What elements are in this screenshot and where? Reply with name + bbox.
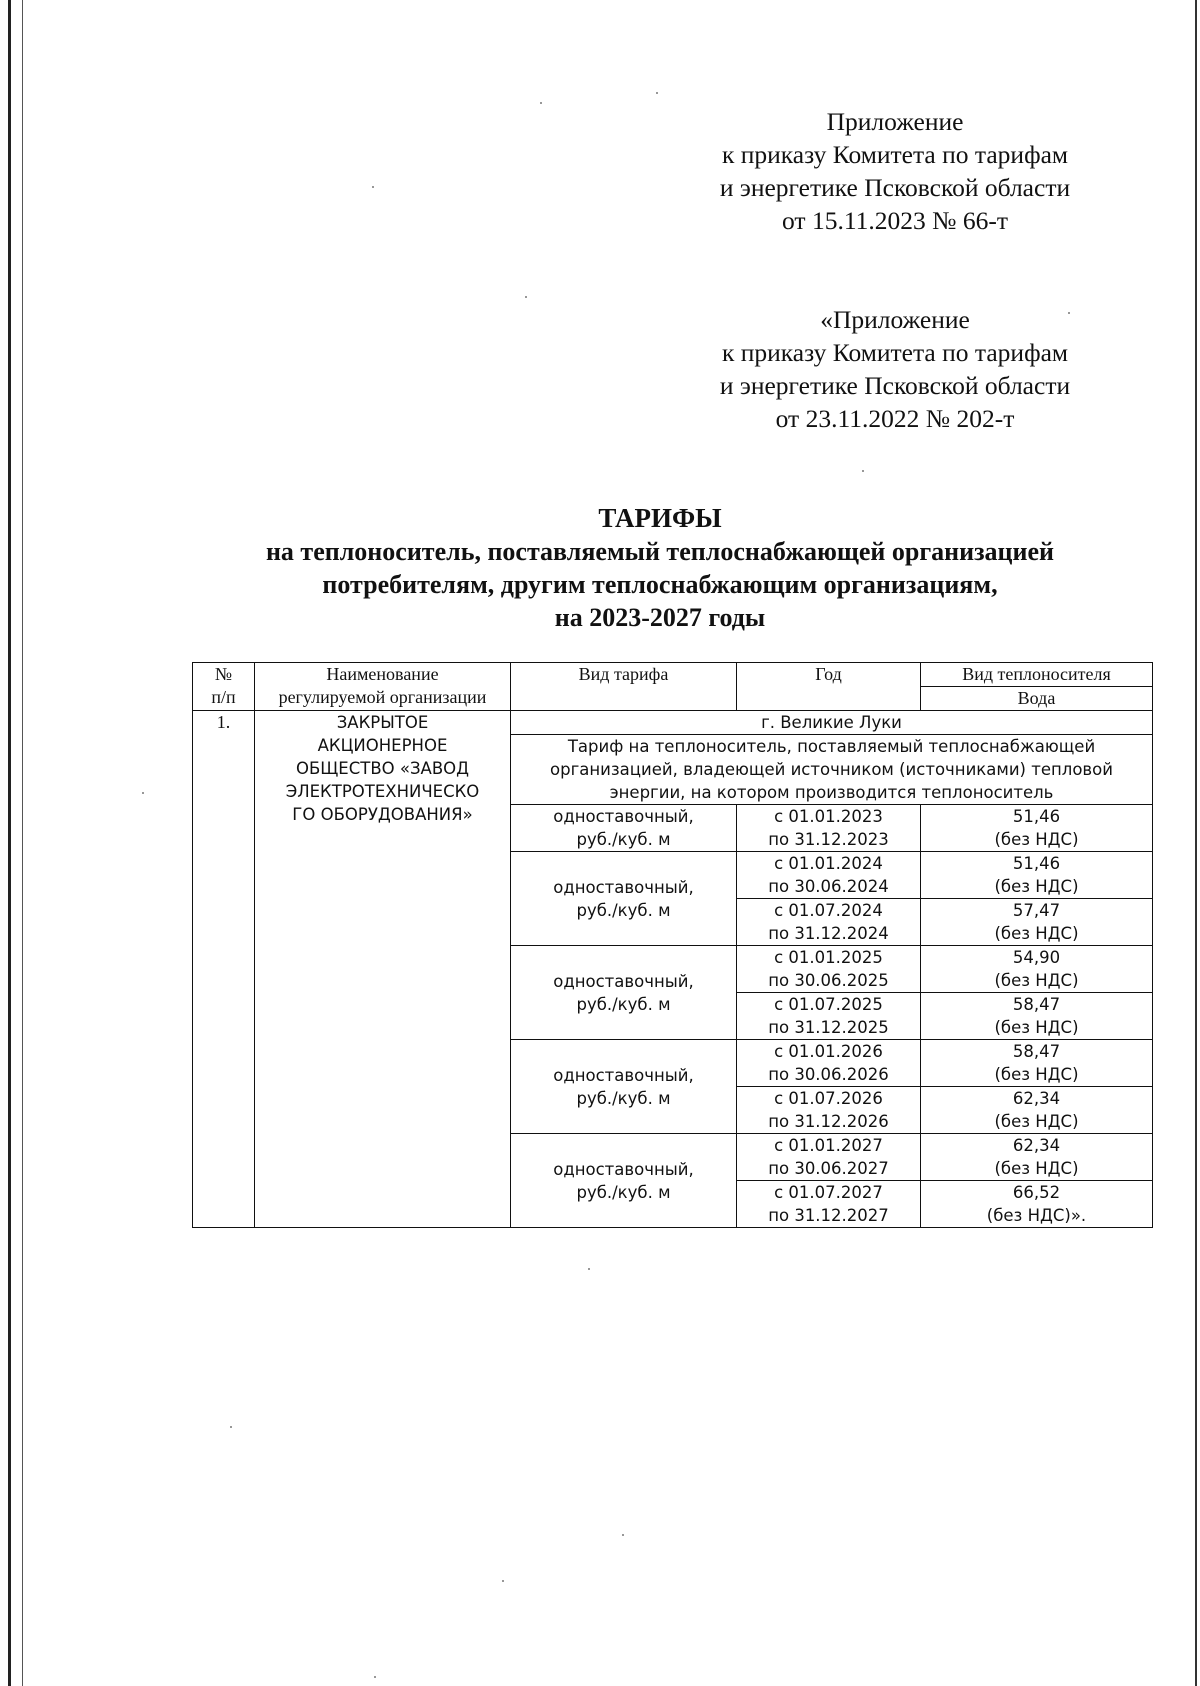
scan-speck (588, 1268, 590, 1270)
tariff-description-line2: организацией, владеющей источником (источниками) тепловой (550, 760, 1113, 779)
tariff-type-line2: руб./куб. м (576, 1182, 671, 1202)
tariff-table (192, 662, 1153, 1228)
organization-line3: ОБЩЕСТВО «ЗАВОД (295, 759, 470, 778)
tariff-value-cell (921, 993, 1153, 1040)
tariff-value-cell (921, 946, 1153, 993)
tariff-type-line2: руб./куб. м (576, 1088, 671, 1108)
appendix-previous (680, 303, 1110, 435)
tariff-value: 51,46 (1012, 807, 1061, 826)
header-number-line1: № (214, 664, 233, 684)
period-to: по 31.12.2025 (768, 1018, 889, 1037)
appendix-previous-line4: от 23.11.2022 № 202-т (775, 404, 1015, 433)
document-subtitle-line3: потребителям, другим теплоснабжающим организациям, (322, 570, 998, 599)
period-to: по 31.12.2026 (768, 1112, 889, 1131)
tariff-value-cell (921, 805, 1153, 852)
tariff-type-cell (511, 946, 737, 1040)
tariff-value: 57,47 (1012, 901, 1061, 920)
period-from: с 01.01.2023 (774, 807, 883, 826)
tariff-vat-note: (без НДС) (994, 877, 1079, 896)
period-to: по 31.12.2024 (768, 924, 889, 943)
period-cell (737, 946, 921, 993)
tariff-type-line1: одноставочный, (553, 1065, 694, 1085)
header-number (193, 663, 255, 711)
tariff-value-cell (921, 1087, 1153, 1134)
header-organization (255, 663, 511, 711)
tariff-type-line1: одноставочный, (553, 807, 694, 826)
period-from: с 01.07.2024 (774, 901, 883, 920)
period-cell (737, 1181, 921, 1228)
tariff-value: 62,34 (1012, 1136, 1061, 1155)
period-to: по 31.12.2023 (768, 830, 889, 849)
period-to: по 30.06.2026 (768, 1065, 889, 1084)
scan-speck (372, 186, 374, 188)
header-organization-line1: Наименование (326, 664, 439, 684)
tariff-value: 66,52 (1012, 1183, 1061, 1202)
scan-speck (230, 1426, 232, 1428)
period-to: по 30.06.2027 (768, 1159, 889, 1178)
tariff-type-line1: одноставочный, (553, 1159, 694, 1179)
header-year: Год (737, 663, 921, 711)
city-cell: г. Великие Луки (511, 711, 1153, 735)
tariff-value-cell (921, 1134, 1153, 1181)
tariff-description (511, 735, 1153, 805)
period-from: с 01.07.2027 (774, 1183, 883, 1202)
period-cell (737, 852, 921, 899)
tariff-value: 54,90 (1012, 948, 1061, 967)
organization-line1: ЗАКРЫТОЕ (336, 713, 429, 732)
scan-speck (622, 1534, 624, 1536)
period-cell (737, 899, 921, 946)
period-cell (737, 1087, 921, 1134)
period-from: с 01.01.2025 (774, 948, 883, 967)
period-cell (737, 805, 921, 852)
tariff-vat-note: (без НДС) (994, 1112, 1079, 1131)
tariff-type-cell (511, 1134, 737, 1228)
tariff-vat-note: (без НДС) (994, 1018, 1079, 1037)
period-from: с 01.01.2026 (774, 1042, 883, 1061)
tariff-type-line2: руб./куб. м (576, 994, 671, 1014)
organization-line5: ГО ОБОРУДОВАНИЯ» (292, 805, 473, 824)
period-from: с 01.07.2026 (774, 1089, 883, 1108)
appendix-current-line2: к приказу Комитета по тарифам (721, 140, 1069, 169)
document-subtitle-line2: на теплоноситель, поставляемый теплоснабжающей организацией (265, 537, 1055, 566)
tariff-type-line1: одноставочный, (553, 971, 694, 991)
tariff-value-cell (921, 899, 1153, 946)
tariff-type-cell (511, 805, 737, 852)
scan-speck (502, 1580, 504, 1582)
header-organization-line2: регулируемой организации (278, 687, 487, 707)
row-number: 1. (193, 711, 255, 1228)
period-from: с 01.07.2025 (774, 995, 883, 1014)
appendix-previous-line1: «Приложение (820, 305, 970, 334)
tariff-value: 58,47 (1012, 995, 1061, 1014)
header-carrier-water: Вода (921, 687, 1153, 711)
header-tariff-type: Вид тарифа (511, 663, 737, 711)
tariff-value-cell (921, 1181, 1153, 1228)
tariff-description-line3: энергии, на котором производится теплоноситель (609, 783, 1054, 802)
document-title: ТАРИФЫ (598, 503, 722, 533)
tariff-description-line1: Тариф на теплоноситель, поставляемый теплоснабжающей (567, 737, 1096, 756)
tariff-type-line2: руб./куб. м (576, 830, 671, 849)
tariff-value-cell (921, 1040, 1153, 1087)
tariff-type-line1: одноставочный, (553, 877, 694, 897)
period-to: по 30.06.2025 (768, 971, 889, 990)
appendix-current-line4: от 15.11.2023 № 66-т (782, 206, 1008, 235)
table-header-row-1 (193, 663, 1153, 687)
scan-speck (540, 102, 542, 104)
period-to: по 31.12.2027 (768, 1206, 889, 1225)
header-carrier-type: Вид теплоносителя (921, 663, 1153, 687)
tariff-vat-note: (без НДС) (994, 830, 1079, 849)
period-to: по 30.06.2024 (768, 877, 889, 896)
tariff-vat-note: (без НДС)». (986, 1206, 1087, 1225)
appendix-current (680, 105, 1110, 237)
scan-speck (374, 1676, 376, 1678)
scan-speck (656, 92, 658, 94)
table-row-city (193, 711, 1153, 735)
scan-speck (142, 792, 144, 794)
document-subtitle-line4: на 2023-2027 годы (554, 603, 766, 632)
organization-name (255, 711, 511, 1228)
header-number-line2: п/п (211, 687, 236, 707)
organization-line2: АКЦИОНЕРНОЕ (317, 736, 448, 755)
period-cell (737, 993, 921, 1040)
scan-speck (1068, 312, 1070, 314)
scan-speck (525, 296, 527, 298)
tariff-type-cell (511, 1040, 737, 1134)
tariff-value-cell (921, 852, 1153, 899)
document-heading (190, 502, 1130, 634)
tariff-type-line2: руб./куб. м (576, 900, 671, 920)
scan-border-right (1195, 0, 1197, 1686)
appendix-previous-line3: и энергетике Псковской области (719, 371, 1071, 400)
tariff-value: 58,47 (1012, 1042, 1061, 1061)
tariff-vat-note: (без НДС) (994, 1065, 1079, 1084)
tariff-value: 62,34 (1012, 1089, 1061, 1108)
appendix-current-line3: и энергетике Псковской области (719, 173, 1071, 202)
period-cell (737, 1134, 921, 1181)
tariff-vat-note: (без НДС) (994, 971, 1079, 990)
scan-speck (862, 470, 864, 472)
tariff-type-cell (511, 852, 737, 946)
appendix-previous-line2: к приказу Комитета по тарифам (721, 338, 1069, 367)
period-cell (737, 1040, 921, 1087)
scan-border-left-inner (22, 0, 23, 1686)
scan-border-left (8, 0, 11, 1686)
organization-line4: ЭЛЕКТРОТЕХНИЧЕСКО (285, 782, 480, 801)
period-from: с 01.01.2024 (774, 854, 883, 873)
tariff-vat-note: (без НДС) (994, 1159, 1079, 1178)
tariff-value: 51,46 (1012, 854, 1061, 873)
appendix-current-line1: Приложение (826, 107, 964, 136)
tariff-vat-note: (без НДС) (994, 924, 1079, 943)
period-from: с 01.01.2027 (774, 1136, 883, 1155)
